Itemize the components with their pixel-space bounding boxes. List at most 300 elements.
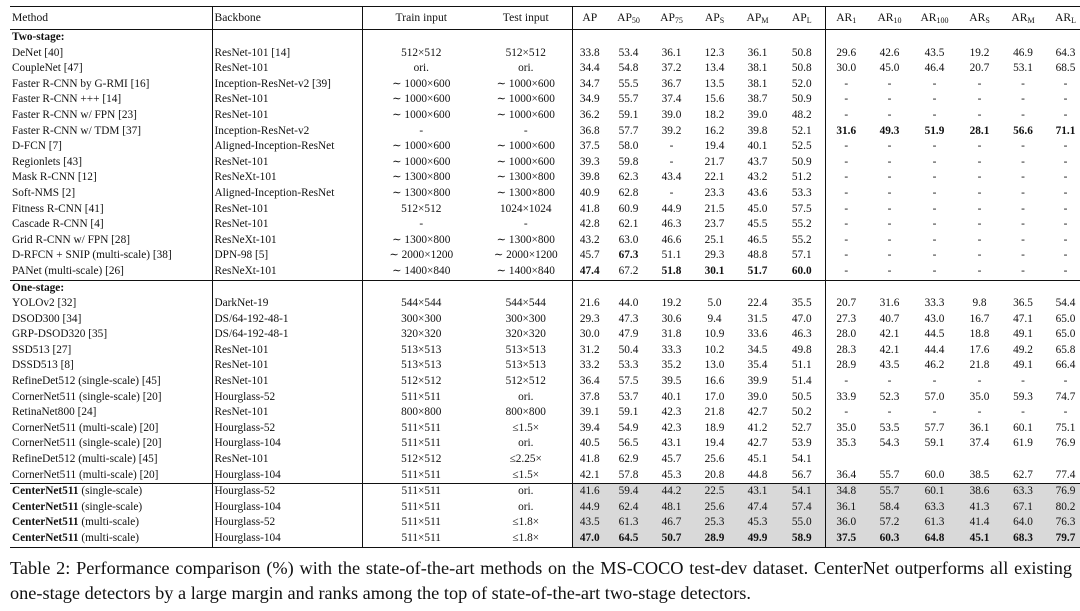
ap-value: 36.7: [661, 77, 682, 90]
empty-cell: [607, 280, 650, 296]
table-row: [10, 452, 1080, 468]
table-row: [10, 155, 1080, 171]
ar-value: -: [887, 406, 892, 419]
table-row: [10, 500, 1080, 516]
test-input-cell: ∼ 2000×1200: [480, 248, 572, 264]
ap-value: 63.0: [618, 233, 639, 246]
ar-value: 31.6: [836, 124, 857, 137]
ar-value: -: [977, 155, 982, 168]
ar-value: 56.6: [1013, 124, 1033, 137]
method-scale: (single-scale): [78, 500, 143, 513]
ap-value: 5.0: [707, 297, 722, 310]
ar-value: -: [1063, 233, 1068, 246]
ar-value: 44.5: [924, 328, 945, 341]
ap-value: 59.1: [618, 108, 639, 121]
ar-value: 42.1: [879, 328, 900, 341]
backbone-cell: Inception-ResNet-v2: [212, 124, 362, 140]
ar-value: 43.5: [924, 46, 945, 59]
table-row: [10, 296, 1080, 312]
backbone-cell: DS/64-192-48-1: [212, 327, 362, 343]
backbone-cell: ResNet-101: [212, 405, 362, 421]
ap-value: 62.1: [618, 218, 639, 231]
ap-value: 46.7: [650, 515, 693, 531]
ap-value: 34.5: [747, 343, 768, 356]
test-input-cell: ≤1.8×: [480, 531, 572, 547]
method-cell: DSSD513 [8]: [10, 358, 212, 374]
ar-value: 65.8: [1055, 343, 1076, 356]
ar-value: -: [1063, 108, 1068, 121]
test-input-cell: ori.: [480, 436, 572, 452]
ar-value: [912, 452, 957, 468]
ar-value: -: [887, 77, 892, 90]
train-input-cell: 511×511: [401, 437, 441, 450]
ap-value: 35.4: [747, 359, 768, 372]
ar-value: -: [932, 171, 937, 184]
ap-value: 38.7: [747, 93, 768, 106]
train-input-cell: ∼ 1000×600: [392, 140, 451, 153]
ar-value: -: [887, 249, 892, 262]
ar-value: -: [977, 233, 982, 246]
table-row: [10, 46, 1080, 62]
ap-value: 28.9: [693, 531, 736, 547]
ar-value: -: [887, 140, 892, 153]
ar-value: -: [977, 249, 982, 262]
empty-cell: [1002, 30, 1044, 46]
ar-value: -: [932, 155, 937, 168]
ap-value: 46.3: [779, 327, 825, 343]
ar-value: -: [1063, 140, 1068, 153]
ap-value: 42.7: [747, 406, 768, 419]
ap-value: 52.1: [779, 124, 825, 140]
backbone-cell: Hourglass-52: [212, 421, 362, 437]
table-row: [10, 186, 1080, 202]
ar-value: 68.5: [1055, 62, 1076, 75]
ap-value: 53.3: [779, 186, 825, 202]
ap-value: 52.0: [779, 77, 825, 93]
method-cell: Mask R-CNN [12]: [10, 170, 212, 186]
ar-value: -: [932, 77, 937, 90]
train-input-cell: ori.: [413, 62, 429, 75]
ap-value: 19.4: [704, 140, 725, 153]
ar-value: -: [1063, 375, 1068, 388]
ar-value: 63.3: [1002, 484, 1044, 500]
ar-value: 28.9: [836, 359, 857, 372]
ap-value: 39.4: [579, 421, 600, 434]
table-row: [10, 343, 1080, 359]
ar-value: 49.2: [1013, 343, 1033, 356]
ar-value: -: [887, 264, 892, 277]
test-input-cell: ∼ 1300×800: [480, 233, 572, 249]
test-input-cell: -: [480, 124, 572, 140]
ar-value: -: [844, 108, 849, 121]
ar-value: -: [977, 93, 982, 106]
ar-value: -: [1063, 171, 1068, 184]
ar-value: -: [1021, 108, 1025, 121]
train-input-cell: ∼ 1000×600: [392, 93, 451, 106]
ar-value: -: [844, 264, 849, 277]
method-cell: CoupleNet [47]: [10, 61, 212, 77]
table-row: [10, 108, 1080, 124]
backbone-cell: ResNeXt-101: [212, 233, 362, 249]
ar-value: -: [932, 264, 937, 277]
ar-value: 36.0: [825, 515, 867, 531]
ap-value: 67.3: [618, 249, 639, 262]
backbone-cell: ResNet-101: [212, 61, 362, 77]
train-input-cell: 512×512: [401, 46, 442, 59]
method-cell: Faster R-CNN by G-RMI [16]: [10, 77, 212, 93]
ar-value: 21.8: [969, 359, 990, 372]
ar-value: 28.1: [969, 124, 990, 137]
test-input-cell: 300×300: [480, 312, 572, 328]
ap-value: 13.5: [704, 77, 725, 90]
ar-value: 35.0: [836, 421, 857, 434]
ap-value: 47.0: [779, 312, 825, 328]
ar-value: -: [1021, 264, 1025, 277]
ap-value: 50.8: [779, 46, 825, 62]
ar-value: -: [887, 186, 892, 199]
ar-value: 57.7: [924, 421, 945, 434]
test-input-cell: ori.: [480, 500, 572, 516]
ap-value: 43.5: [572, 515, 607, 531]
ap-value: 44.2: [650, 484, 693, 500]
ar-value: 55.7: [879, 468, 900, 481]
ap-value: 39.1: [579, 406, 600, 419]
test-input-cell: ori.: [480, 390, 572, 406]
ar-value: 38.5: [969, 468, 990, 481]
ar-value: -: [887, 171, 892, 184]
ar-value: [1002, 452, 1044, 468]
ar-value: 64.0: [1002, 515, 1044, 531]
ar-value: -: [932, 233, 937, 246]
test-input-cell: 512×512: [480, 46, 572, 62]
backbone-cell: ResNet-101: [212, 374, 362, 390]
method-name: CenterNet511: [12, 532, 79, 544]
ar-value: -: [844, 93, 849, 106]
header-metric: $AR_{100}$: [912, 7, 957, 30]
ar-value: 54.3: [879, 437, 900, 450]
ar-value: 45.1: [957, 531, 1002, 547]
train-input-cell: 511×511: [362, 531, 480, 547]
table-row: [10, 436, 1080, 452]
backbone-cell: Aligned-Inception-ResNet: [212, 139, 362, 155]
method-cell: DeNet [40]: [10, 46, 212, 62]
ap-value: 57.1: [779, 248, 825, 264]
method-cell: Fitness R-CNN [41]: [10, 202, 212, 218]
method-cell: Faster R-CNN w/ FPN [23]: [10, 108, 212, 124]
ap-value: 37.8: [579, 390, 600, 403]
empty-cell: [779, 280, 825, 296]
ar-value: 57.0: [924, 390, 945, 403]
ap-value: 39.8: [747, 124, 768, 137]
ar-value: 67.1: [1002, 500, 1044, 516]
ar-value: 37.4: [969, 437, 990, 450]
test-input-cell: ∼ 1300×800: [480, 186, 572, 202]
ap-value: 21.8: [704, 406, 725, 419]
ar-value: -: [1021, 233, 1025, 246]
table-row: [10, 217, 1080, 233]
method-cell: Faster R-CNN w/ TDM [37]: [10, 124, 212, 140]
ap-value: 21.7: [704, 155, 725, 168]
method-cell: RefineDet512 (multi-scale) [45]: [10, 452, 212, 468]
test-input-cell: ori.: [480, 484, 572, 500]
ar-value: -: [887, 93, 892, 106]
ar-value: -: [1063, 77, 1068, 90]
ar-value: -: [977, 406, 982, 419]
ar-value: -: [932, 218, 937, 231]
ap-value: 45.1: [747, 453, 768, 466]
test-input-cell: ∼ 1300×800: [480, 170, 572, 186]
method-cell: [10, 500, 212, 516]
ap-value: 34.7: [579, 77, 600, 90]
ap-value: -: [669, 186, 674, 199]
ap-value: 45.7: [579, 249, 600, 262]
method-cell: RetinaNet800 [24]: [10, 405, 212, 421]
ap-value: 53.3: [618, 359, 639, 372]
ap-value: 58.9: [779, 531, 825, 547]
train-input-cell: 511×511: [401, 468, 441, 481]
backbone-cell: Hourglass-104: [212, 531, 362, 547]
backbone-cell: ResNet-101: [212, 92, 362, 108]
empty-cell: [779, 30, 825, 46]
backbone-cell: ResNet-101: [212, 202, 362, 218]
ap-value: 37.5: [579, 140, 600, 153]
ar-value: 61.3: [912, 515, 957, 531]
ap-value: 47.4: [579, 264, 600, 277]
ar-value: 46.9: [1013, 46, 1033, 59]
ar-value: 57.2: [867, 515, 912, 531]
test-input-cell: ≤1.5×: [480, 421, 572, 437]
method-cell: SSD513 [27]: [10, 343, 212, 359]
ar-value: 47.1: [1013, 312, 1033, 325]
section-centernet: [10, 484, 1080, 547]
ap-value: 50.8: [779, 61, 825, 77]
ap-value: 44.8: [747, 468, 768, 481]
ap-value: 39.0: [747, 390, 768, 403]
ap-value: 12.3: [704, 46, 725, 59]
ap-value: 33.6: [747, 328, 768, 341]
train-input-cell: -: [419, 218, 424, 231]
section-one-stage: [10, 280, 1080, 484]
header-train-input: Train input: [362, 7, 480, 30]
ap-value: 30.0: [579, 328, 600, 341]
ap-value: 46.6: [661, 233, 682, 246]
ap-value: 54.9: [618, 421, 639, 434]
empty-cell: [650, 280, 693, 296]
test-input-cell: 544×544: [480, 296, 572, 312]
ar-value: 30.0: [836, 62, 857, 75]
ap-value: -: [669, 140, 674, 153]
ap-value: 60.9: [618, 202, 639, 215]
method-cell: [10, 515, 212, 531]
ap-value: 61.3: [607, 515, 650, 531]
table-row: [10, 484, 1080, 500]
method-cell: RefineDet512 (single-scale) [45]: [10, 374, 212, 390]
backbone-cell: Hourglass-52: [212, 484, 362, 500]
table-row: [10, 61, 1080, 77]
empty-cell: [607, 30, 650, 46]
table-row: [10, 124, 1080, 140]
ap-value: 62.4: [607, 500, 650, 516]
table-row: [10, 77, 1080, 93]
ap-value: 43.7: [747, 155, 768, 168]
ap-value: 51.4: [779, 374, 825, 390]
ap-value: 48.2: [779, 108, 825, 124]
method-scale: (multi-scale): [78, 532, 140, 544]
train-input-cell: 512×512: [401, 202, 442, 215]
table-row: [10, 264, 1080, 280]
empty-cell: [480, 30, 572, 46]
ar-value: -: [977, 186, 982, 199]
ap-value: 50.5: [779, 390, 825, 406]
ap-value: 53.4: [618, 46, 639, 59]
table-row: [10, 358, 1080, 374]
backbone-cell: Inception-ResNet-v2 [39]: [212, 77, 362, 93]
ar-value: -: [932, 202, 937, 215]
ar-value: 80.2: [1044, 500, 1080, 516]
ar-value: -: [1021, 186, 1025, 199]
test-input-cell: ≤2.25×: [480, 452, 572, 468]
ar-value: 60.3: [867, 531, 912, 547]
ap-value: 47.9: [618, 328, 639, 341]
ar-value: 60.1: [912, 484, 957, 500]
table-caption: Table 2: Performance comparison (%) with the state-of-the-art methods on the MS-COCO test-dev dataset. CenterNet outperforms all existing one-stage detectors by a large margin and ranks among the top of state-of-the-art two-stage detectors.: [10, 558, 1072, 603]
ap-value: 42.1: [579, 468, 600, 481]
ap-value: 16.6: [704, 375, 725, 388]
ar-value: -: [977, 77, 982, 90]
test-input-cell: -: [480, 217, 572, 233]
ap-value: 37.2: [661, 62, 682, 75]
ap-value: 58.0: [618, 140, 639, 153]
ap-value: 46.3: [661, 218, 682, 231]
header-metric: $AR_L$: [1044, 7, 1080, 30]
ap-value: 22.5: [693, 484, 736, 500]
ar-value: 17.6: [969, 343, 990, 356]
train-input-cell: ∼ 1300×800: [392, 186, 451, 199]
ap-value: 19.4: [704, 437, 725, 450]
method-name: CenterNet511: [12, 500, 79, 513]
ar-value: -: [932, 406, 937, 419]
section-title: Two-stage:: [10, 30, 212, 46]
ar-value: 74.7: [1055, 390, 1076, 403]
test-input-cell: 513×513: [480, 358, 572, 374]
ar-value: 29.6: [836, 46, 857, 59]
table-row: [10, 92, 1080, 108]
backbone-cell: ResNeXt-101: [212, 170, 362, 186]
ar-value: 49.1: [1013, 359, 1033, 372]
ar-value: -: [932, 93, 937, 106]
ap-value: 57.5: [779, 202, 825, 218]
ap-value: 25.6: [693, 500, 736, 516]
table-row: [10, 531, 1080, 547]
ar-value: -: [932, 375, 937, 388]
header-metric: $AP_L$: [779, 7, 825, 30]
ar-value: 35.0: [969, 390, 990, 403]
ar-value: -: [887, 218, 892, 231]
empty-cell: [1044, 30, 1080, 46]
backbone-cell: ResNet-101 [14]: [212, 46, 362, 62]
ap-value: 57.8: [618, 468, 639, 481]
backbone-cell: Aligned-Inception-ResNet: [212, 186, 362, 202]
ar-value: -: [887, 202, 892, 215]
ar-value: 27.3: [836, 312, 857, 325]
ap-value: 21.6: [579, 297, 600, 310]
backbone-cell: ResNet-101: [212, 217, 362, 233]
ar-value: 36.5: [1013, 297, 1033, 310]
ap-value: 43.4: [661, 171, 682, 184]
ap-value: 34.9: [579, 93, 600, 106]
ar-value: [957, 452, 1002, 468]
ap-value: 36.1: [747, 46, 768, 59]
ap-value: 43.6: [747, 186, 768, 199]
ar-value: 36.1: [969, 421, 990, 434]
ap-value: 41.8: [579, 202, 600, 215]
test-input-cell: ∼ 1000×600: [480, 92, 572, 108]
ar-value: -: [844, 171, 849, 184]
ap-value: 43.1: [661, 437, 682, 450]
ar-value: 65.0: [1055, 328, 1076, 341]
ar-value: 59.3: [1013, 390, 1033, 403]
ap-value: 67.2: [618, 264, 639, 277]
ap-value: 19.2: [661, 297, 682, 310]
ar-value: 35.3: [836, 437, 857, 450]
ap-value: 40.5: [579, 437, 600, 450]
method-cell: CornerNet511 (multi-scale) [20]: [10, 468, 212, 484]
ar-value: 31.6: [879, 297, 900, 310]
ap-value: 57.5: [618, 375, 639, 388]
empty-cell: [572, 280, 607, 296]
train-input-cell: 512×512: [401, 453, 442, 466]
backbone-cell: Hourglass-104: [212, 500, 362, 516]
ar-value: [1044, 452, 1080, 468]
ap-value: 23.3: [704, 186, 725, 199]
ap-value: 62.9: [618, 453, 639, 466]
ar-value: 53.5: [879, 421, 900, 434]
empty-cell: [212, 30, 362, 46]
ap-value: 31.2: [579, 343, 600, 356]
ap-value: 35.2: [661, 359, 682, 372]
test-input-cell: ori.: [480, 61, 572, 77]
header-method: Method: [10, 7, 212, 30]
method-cell: DSOD300 [34]: [10, 312, 212, 328]
backbone-cell: Hourglass-104: [212, 468, 362, 484]
ar-value: -: [977, 202, 982, 215]
train-input-cell: 511×511: [401, 421, 441, 434]
backbone-cell: Hourglass-52: [212, 515, 362, 531]
ap-value: 43.2: [747, 171, 768, 184]
table-row: [10, 233, 1080, 249]
ar-value: 33.9: [836, 390, 857, 403]
train-input-cell: -: [419, 124, 424, 137]
ap-value: 45.7: [661, 453, 682, 466]
ap-value: 50.9: [779, 92, 825, 108]
table-row: [10, 374, 1080, 390]
method-cell: [10, 531, 212, 547]
ar-value: 53.1: [1013, 62, 1033, 75]
ap-value: 41.6: [572, 484, 607, 500]
header-row: [10, 7, 1080, 30]
train-input-cell: 300×300: [401, 312, 442, 325]
ar-value: -: [977, 264, 982, 277]
ap-value: 31.8: [661, 328, 682, 341]
ap-value: 39.2: [661, 124, 682, 137]
ap-value: 51.8: [661, 264, 682, 277]
ar-value: -: [844, 249, 849, 262]
table-row: [10, 421, 1080, 437]
ap-value: 40.9: [579, 186, 600, 199]
train-input-cell: 512×512: [401, 375, 442, 388]
ap-value: 21.5: [704, 202, 725, 215]
ap-value: 46.5: [747, 233, 768, 246]
